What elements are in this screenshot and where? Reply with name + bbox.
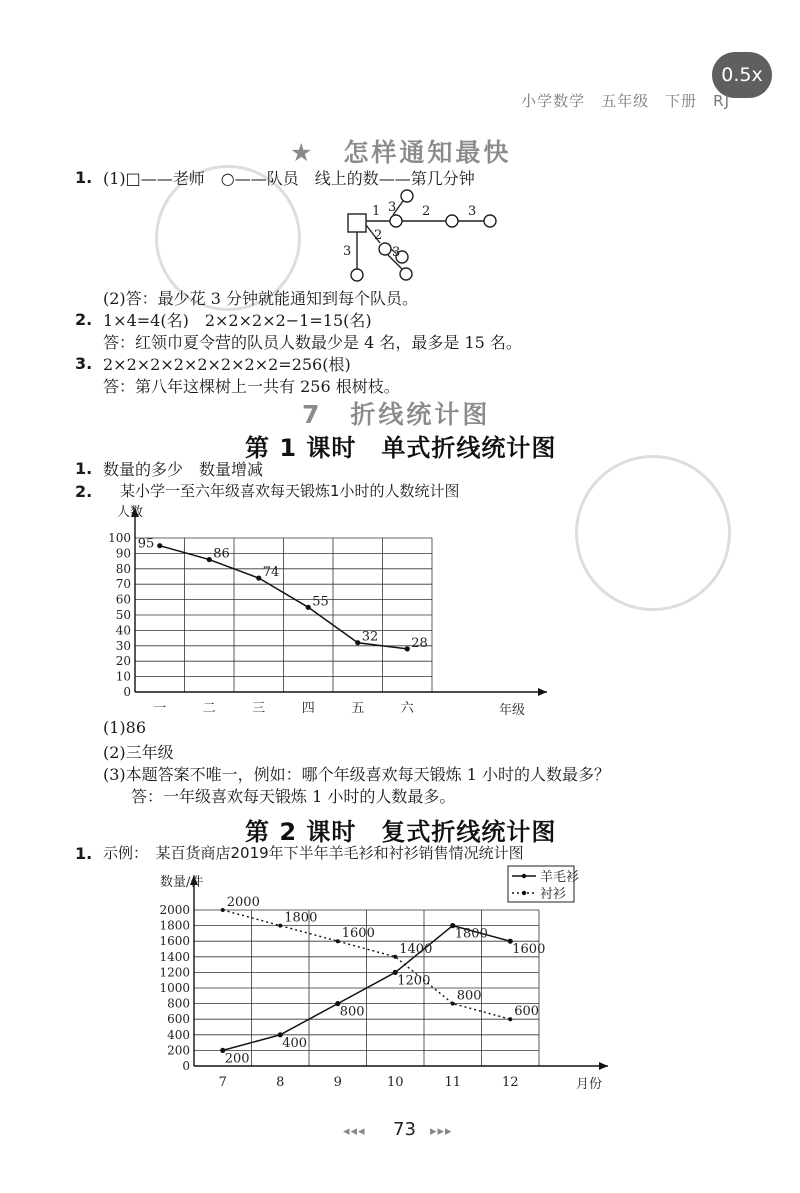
- member-circle: [390, 215, 402, 227]
- data-label: 2000: [226, 895, 260, 910]
- x-tick-label: 一: [153, 701, 167, 715]
- y-tick-label: 0: [182, 1059, 190, 1073]
- l1-answer-4: 答：一年级喜欢每天锻炼 1 小时的人数最多。: [131, 787, 456, 806]
- data-point: [306, 605, 311, 610]
- data-label: 400: [282, 1035, 308, 1051]
- q2-answer: 答：红领巾夏令营的队员人数最少是 4 名，最多是 15 名。: [103, 333, 522, 352]
- x-tick-label: 11: [444, 1075, 462, 1090]
- y-tick-label: 2000: [159, 903, 190, 917]
- member-circle: [401, 190, 413, 202]
- l1-answer-1: (1)86: [103, 718, 147, 737]
- teacher-square: [348, 214, 366, 232]
- member-circle: [351, 269, 363, 281]
- lesson2-title: 第 2 课时 复式折线统计图: [245, 818, 557, 846]
- x-axis-label: 月份: [576, 1077, 603, 1092]
- y-tick-label: 400: [167, 1027, 190, 1042]
- watermark-stamp-right: [575, 455, 731, 611]
- chart1-single-line: [95, 500, 565, 715]
- tree-label: 3: [343, 244, 352, 259]
- data-label: 1600: [341, 926, 375, 942]
- x-tick-label: 10: [386, 1075, 404, 1090]
- page-number: 73: [393, 1119, 416, 1140]
- data-point: [508, 1017, 512, 1021]
- data-point: [405, 646, 410, 651]
- y-tick-label: 40: [115, 623, 131, 638]
- x-tick-label: 8: [276, 1075, 285, 1090]
- x-tick-label: 三: [252, 701, 266, 715]
- data-label: 32: [361, 629, 379, 645]
- member-circle: [379, 243, 391, 255]
- member-circle: [400, 268, 412, 280]
- tree-label: 3: [392, 245, 401, 260]
- data-label: 600: [514, 1004, 540, 1020]
- q2-number: 2.: [75, 310, 93, 329]
- tree-label: 3: [468, 204, 477, 219]
- q2-calc: 1×4=4(名) 2×2×2×2−1=15(名): [103, 311, 372, 330]
- data-point: [355, 640, 360, 645]
- data-label: 95: [137, 536, 155, 552]
- x-tick-label: 7: [218, 1075, 227, 1090]
- prev-arrows-icon: ◂◂◂: [343, 1124, 366, 1139]
- y-tick-label: 1400: [159, 949, 190, 964]
- legend-label: 羊毛衫: [540, 870, 580, 885]
- y-tick-label: 100: [108, 531, 131, 545]
- tree-label: 2: [422, 204, 431, 219]
- data-label: 1800: [454, 926, 488, 942]
- q3-calc: 2×2×2×2×2×2×2×2=256(根): [103, 355, 351, 374]
- data-label: 1800: [284, 910, 318, 926]
- y-tick-label: 1600: [159, 934, 190, 949]
- notification-tree-diagram: [330, 185, 510, 290]
- x-tick-label: 五: [351, 701, 365, 715]
- y-tick-label: 60: [115, 592, 131, 607]
- member-circle: [484, 215, 496, 227]
- data-label: 1600: [512, 942, 546, 958]
- x-tick-label: 二: [202, 701, 216, 715]
- data-label: 800: [456, 988, 482, 1004]
- y-tick-label: 1800: [159, 918, 190, 933]
- q1-answer: (2)答：最少花 3 分钟就能通知到每个队员。: [103, 289, 419, 308]
- y-tick-label: 10: [115, 669, 131, 684]
- data-label: 200: [224, 1051, 250, 1067]
- zoom-level-button[interactable]: 0.5x: [712, 52, 772, 98]
- l2-q1-number: 1.: [75, 844, 93, 863]
- book-header: 小学数学 五年级 下册 RJ: [521, 92, 730, 110]
- tree-label: 1: [372, 204, 381, 219]
- q3-answer: 答：第八年这棵树上一共有 256 根树枝。: [103, 377, 400, 396]
- data-point: [451, 1002, 455, 1006]
- l1-answer-2: (2)三年级: [103, 743, 174, 762]
- y-tick-label: 30: [115, 638, 131, 653]
- y-tick-label: 1200: [159, 965, 190, 980]
- chapter-title: 7 折线统计图: [302, 400, 491, 429]
- y-tick-label: 20: [115, 654, 131, 669]
- l1-q1-text: 数量的多少 数量增减: [103, 460, 264, 479]
- x-axis-label: 年级: [499, 703, 526, 715]
- data-label: 1400: [399, 941, 433, 957]
- data-label: 86: [213, 546, 230, 562]
- x-tick-label: 四: [301, 701, 315, 715]
- x-tick-label: 9: [333, 1075, 342, 1090]
- data-label: 28: [411, 635, 428, 651]
- legend-marker: [522, 891, 526, 895]
- legend-label: 衬衫: [540, 887, 567, 902]
- y-axis-label: 人数: [117, 505, 144, 520]
- data-point: [393, 955, 397, 959]
- section-title: ★ 怎样通知最快: [290, 138, 512, 167]
- y-tick-label: 70: [115, 577, 131, 592]
- data-point: [256, 575, 261, 580]
- data-point: [278, 924, 282, 928]
- y-tick-label: 0: [123, 685, 131, 699]
- next-arrows-icon: ▸▸▸: [430, 1124, 453, 1139]
- data-point: [157, 543, 162, 548]
- data-label: 55: [312, 594, 329, 610]
- x-axis-arrow-icon: [538, 688, 547, 696]
- y-tick-label: 600: [167, 1012, 190, 1027]
- y-tick-label: 50: [115, 608, 131, 622]
- data-point: [336, 939, 340, 943]
- x-axis-arrow-icon: [599, 1062, 608, 1070]
- data-label: 1200: [397, 973, 431, 989]
- x-tick-label: 六: [400, 701, 414, 715]
- y-tick-label: 800: [167, 996, 190, 1011]
- y-axis-label: 数量/件: [160, 875, 204, 890]
- l1-q1-number: 1.: [75, 459, 93, 478]
- l1-answer-3: (3)本题答案不唯一，例如：哪个年级喜欢每天锻炼 1 小时的人数最多？: [103, 765, 611, 784]
- q1-number: 1.: [75, 168, 93, 187]
- l1-q2-number: 2.: [75, 482, 93, 501]
- chart2-compound-line: [130, 862, 620, 1094]
- member-circle: [446, 215, 458, 227]
- legend-marker: [522, 874, 526, 878]
- q1-legend-text: (1)□——老师 ○——队员 线上的数——第几分钟: [103, 169, 475, 188]
- y-tick-label: 80: [115, 561, 131, 576]
- tree-label: 3: [388, 200, 397, 215]
- data-point: [221, 908, 225, 912]
- tree-label: 2: [374, 228, 383, 243]
- y-tick-label: 200: [167, 1043, 190, 1058]
- data-label: 74: [262, 565, 280, 581]
- chart2-title: 示例： 某百货商店2019年下半年羊毛衫和衬衫销售情况统计图: [103, 844, 524, 862]
- y-tick-label: 1000: [159, 981, 190, 995]
- data-label: 800: [339, 1004, 365, 1020]
- y-tick-label: 90: [115, 546, 131, 561]
- chart1-title: 某小学一至六年级喜欢每天锻炼1小时的人数统计图: [120, 482, 460, 500]
- q3-number: 3.: [75, 354, 93, 373]
- lesson1-title: 第 1 课时 单式折线统计图: [245, 434, 557, 462]
- data-point: [207, 557, 212, 562]
- x-tick-label: 12: [501, 1075, 519, 1090]
